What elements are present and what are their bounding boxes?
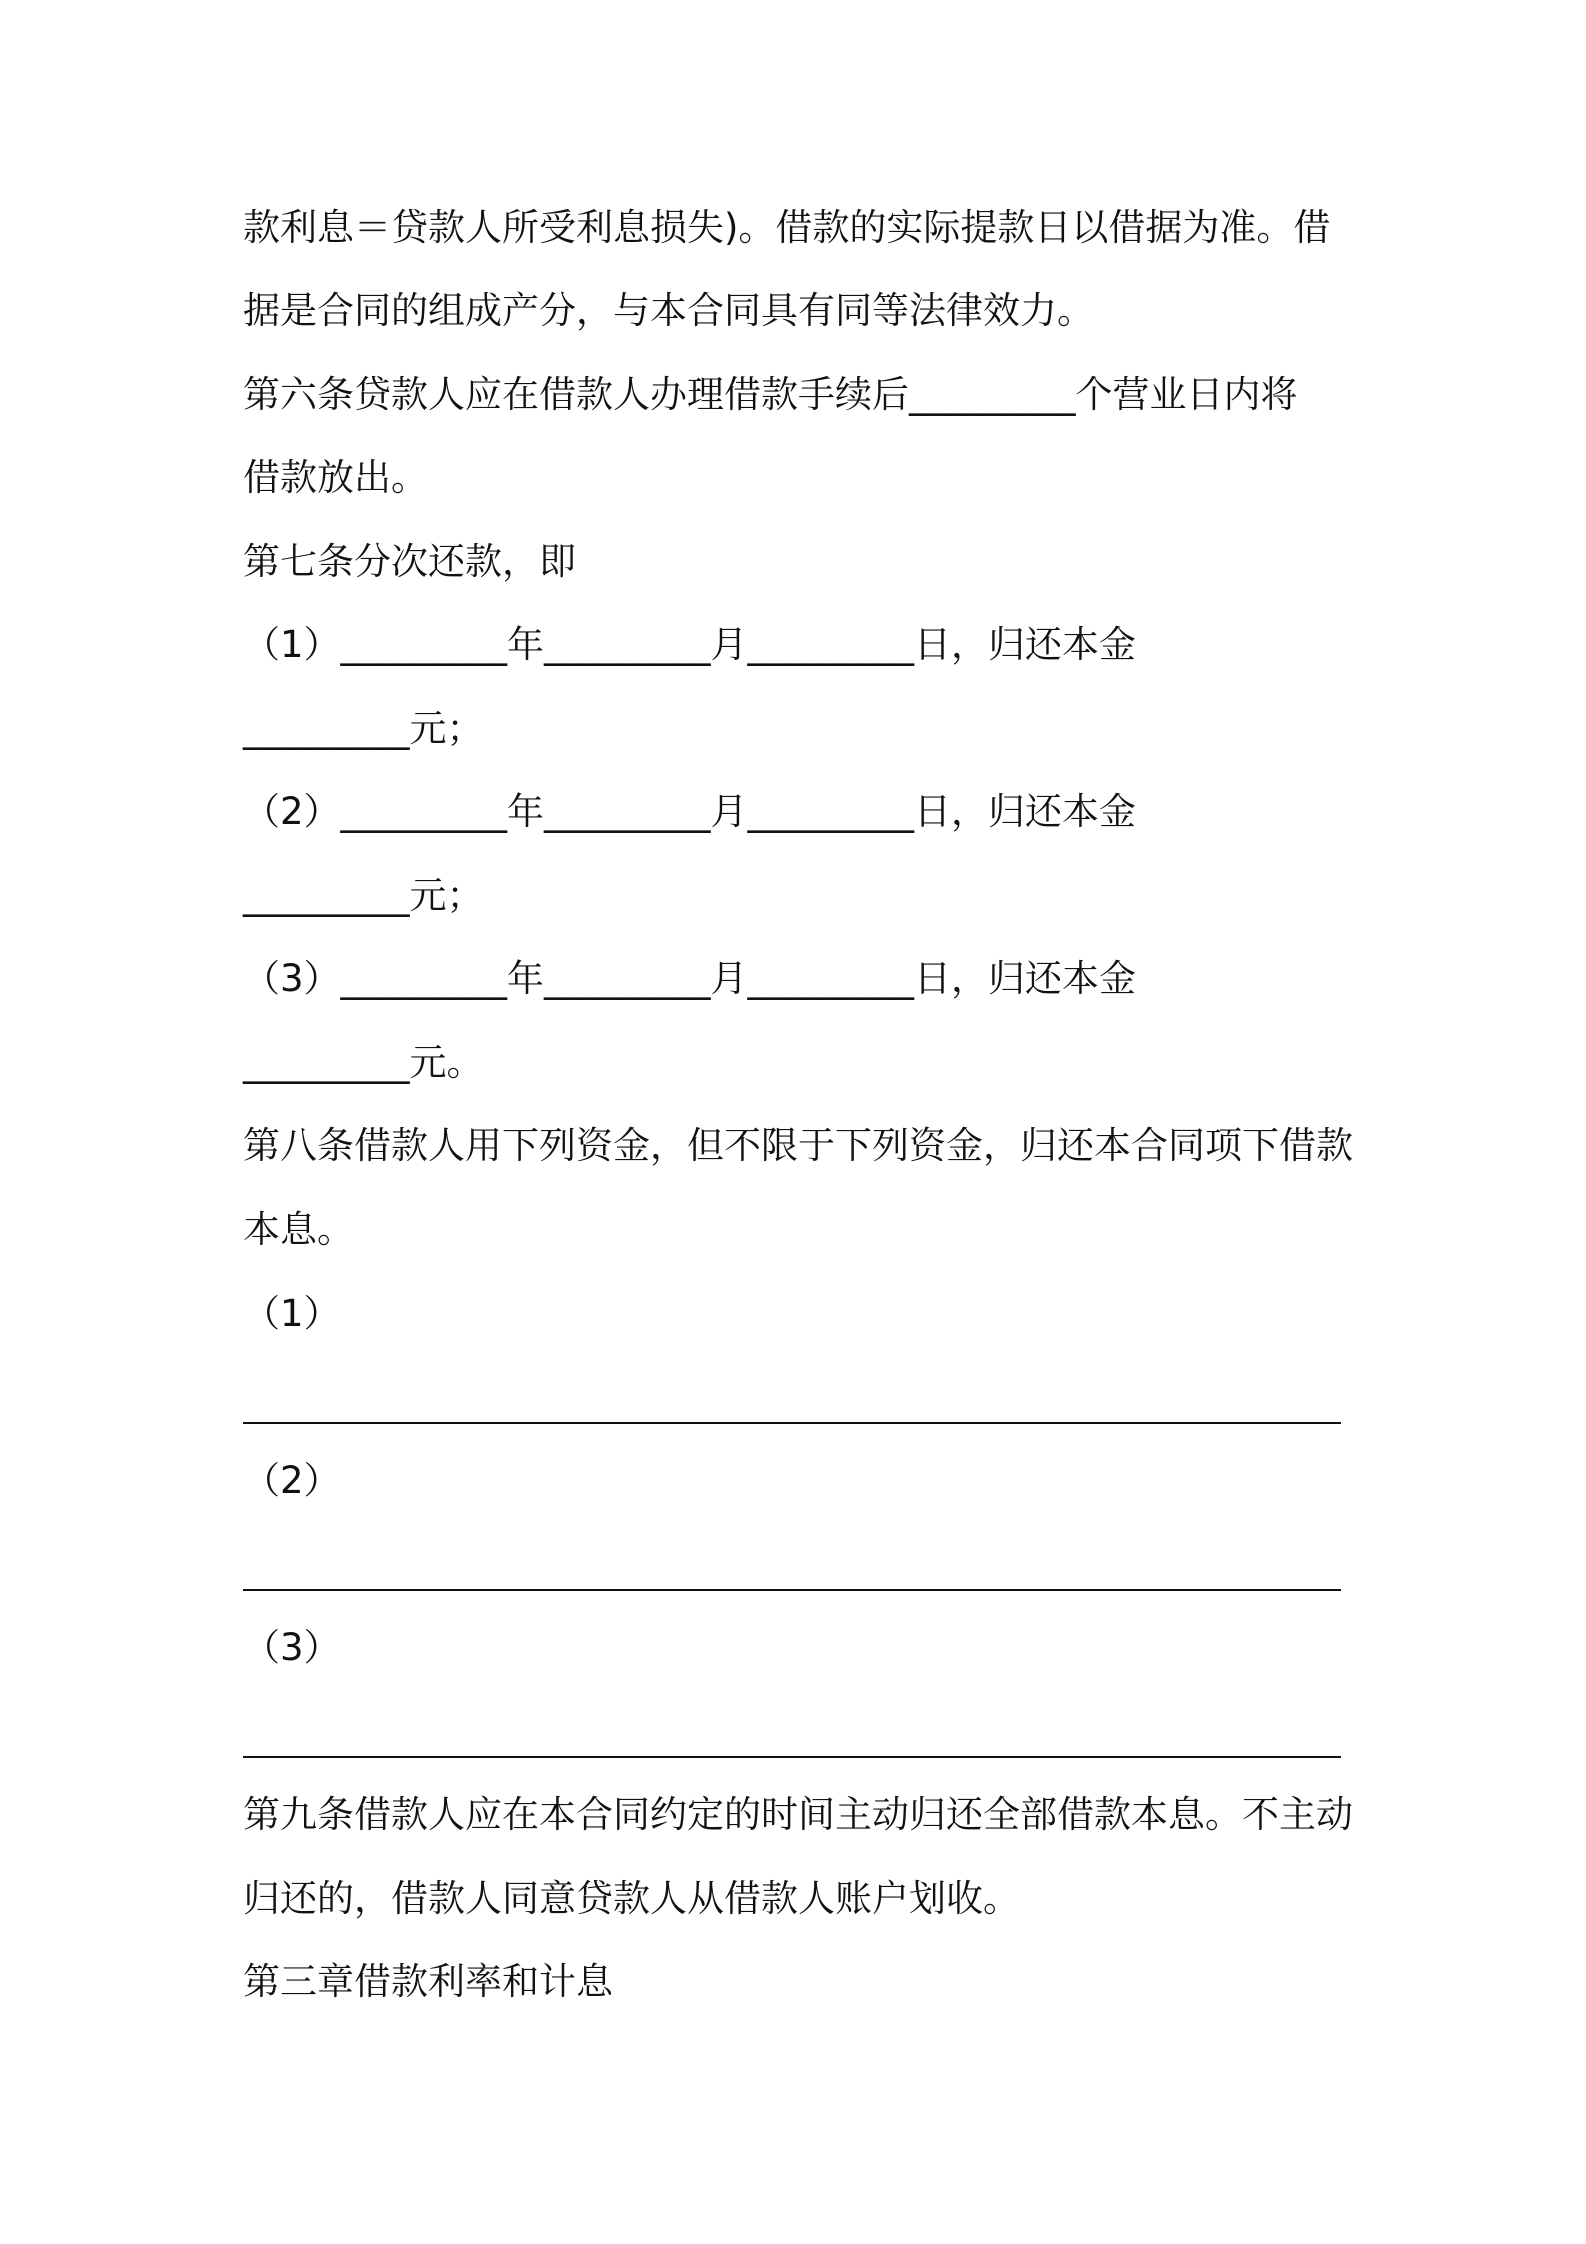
installment-3-amount: _________元。 [243, 1041, 484, 1084]
article-9-line: 第九条借款人应在本合同约定的时间主动归还全部借款本息。不主动 [243, 1793, 1353, 1836]
paragraph-line: 款利息＝贷款人所受利息损失)。借款的实际提款日以借据为准。借 [243, 206, 1331, 249]
chapter-3-heading: 第三章借款利率和计息 [243, 1960, 613, 2003]
installment-2-amount: _________元； [243, 874, 484, 917]
article-6-line: 第六条贷款人应在借款人办理借款手续后_________个营业日内将 [243, 373, 1298, 416]
paragraph-line: 归还的，借款人同意贷款人从借款人账户划收。 [243, 1877, 1020, 1920]
fund-item-2-blank [243, 1589, 1341, 1591]
paragraph-line: 借款放出。 [243, 456, 428, 499]
fund-item-3-blank [243, 1756, 1341, 1758]
installment-3-line: （3）_________年_________月_________日，归还本金 [243, 957, 1137, 1000]
paragraph-line: 据是合同的组成产分，与本合同具有同等法律效力。 [243, 289, 1094, 332]
installment-1-line: （1）_________年_________月_________日，归还本金 [243, 623, 1137, 666]
installment-1-amount: _________元； [243, 707, 484, 750]
article-8-line: 第八条借款人用下列资金，但不限于下列资金，归还本合同项下借款 [243, 1124, 1353, 1167]
fund-item-2-label: （2） [243, 1459, 341, 1502]
fund-item-3-label: （3） [243, 1626, 341, 1669]
fund-item-1-label: （1） [243, 1292, 341, 1335]
fund-item-1-blank [243, 1422, 1341, 1424]
installment-2-line: （2）_________年_________月_________日，归还本金 [243, 790, 1137, 833]
article-7-heading: 第七条分次还款，即 [243, 540, 576, 583]
paragraph-line: 本息。 [243, 1208, 354, 1251]
